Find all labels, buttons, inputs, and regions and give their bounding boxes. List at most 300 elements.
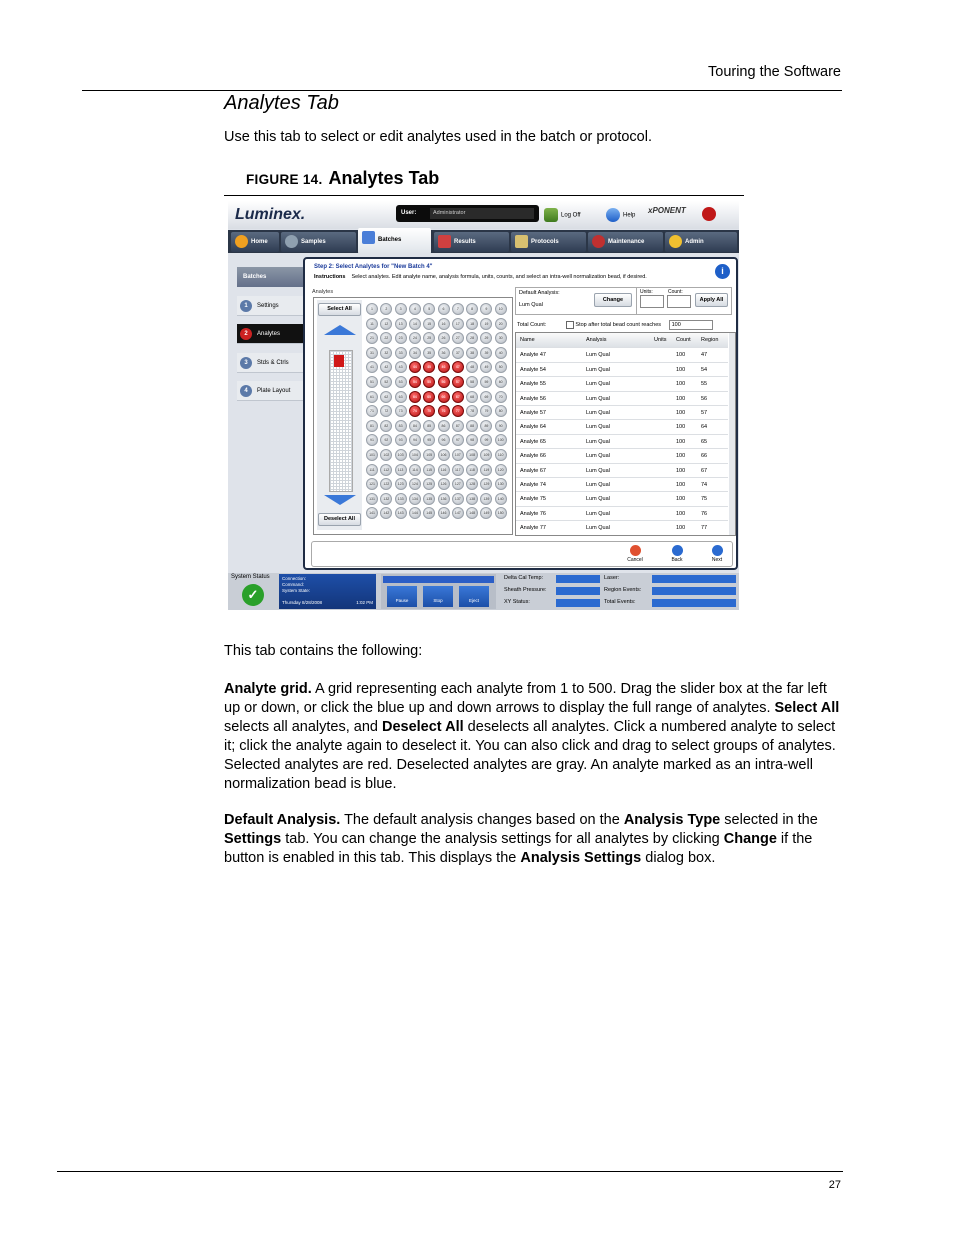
stat-value xyxy=(556,587,600,595)
table-cell[interactable]: Analyte 57 xyxy=(520,410,546,416)
table-cell[interactable]: Analyte 55 xyxy=(520,381,546,388)
table-row[interactable] xyxy=(516,362,728,376)
analyte-cell[interactable]: 149 xyxy=(480,507,492,519)
analyte-cell[interactable]: 106 xyxy=(438,449,450,461)
step-number: 4 xyxy=(240,385,252,397)
table-cell[interactable]: 100 xyxy=(676,366,686,373)
run-controls xyxy=(381,574,496,609)
analyte-table xyxy=(515,332,736,536)
units-count-box xyxy=(636,287,732,315)
analyte-cell[interactable]: 70 xyxy=(495,391,507,403)
table-cell[interactable]: Analyte 75 xyxy=(520,496,546,503)
tab-results[interactable] xyxy=(434,232,509,252)
analyte-cell[interactable]: 82 xyxy=(380,420,392,432)
analyte-cell[interactable]: 109 xyxy=(480,449,492,461)
analyte-cell[interactable]: 89 xyxy=(480,420,492,432)
command-label: Command: xyxy=(282,582,305,587)
analyte-cell[interactable]: 112 xyxy=(380,464,392,476)
analyte-cell[interactable]: 47 xyxy=(452,361,464,373)
analyte-cell[interactable]: 100 xyxy=(495,434,507,446)
analyte-cell[interactable]: 79 xyxy=(480,405,492,417)
panel-title: Batches xyxy=(237,267,303,287)
tab-samples[interactable] xyxy=(281,232,356,252)
analyte-cell[interactable]: 22 xyxy=(380,332,392,344)
analyte-cell[interactable]: 3 xyxy=(395,303,407,315)
analyte-cell[interactable]: 80 xyxy=(495,405,507,417)
analyte-cell[interactable]: 16 xyxy=(438,318,450,330)
analyte-cell[interactable]: 46 xyxy=(438,361,450,373)
analyte-cell[interactable]: 28 xyxy=(466,332,478,344)
analyte-cell[interactable]: 6 xyxy=(438,303,450,315)
analyte-cell[interactable]: 11 xyxy=(366,318,378,330)
analyte-cell[interactable]: 93 xyxy=(395,434,407,446)
table-cell[interactable]: 100 xyxy=(676,438,686,445)
step-plate-layout[interactable] xyxy=(237,381,303,401)
analyte-cell[interactable]: 146 xyxy=(438,507,450,519)
analyte-cell[interactable]: 134 xyxy=(409,493,421,505)
analyte-cell[interactable]: 44 xyxy=(409,361,421,373)
table-row[interactable] xyxy=(516,448,728,462)
table-cell[interactable]: 100 xyxy=(676,352,686,359)
step-settings[interactable] xyxy=(237,296,303,316)
analyte-cell[interactable]: 71 xyxy=(366,405,378,417)
analyte-cell[interactable]: 53 xyxy=(395,376,407,388)
table-cell[interactable]: 74 xyxy=(701,482,708,488)
analyte-cell[interactable]: 126 xyxy=(438,478,450,490)
stop-checkbox[interactable] xyxy=(566,321,574,329)
analyte-cell[interactable]: 25 xyxy=(423,332,435,344)
tab-batches-label: Batches xyxy=(378,237,402,243)
analyte-cell[interactable]: 67 xyxy=(452,391,464,403)
figure-label: FIGURE 14. xyxy=(246,172,323,187)
analyte-cell[interactable]: 74 xyxy=(409,405,421,417)
table-cell[interactable]: 100 xyxy=(676,525,686,532)
analyte-cell[interactable]: 131 xyxy=(366,493,378,505)
analytes-label: Analytes xyxy=(312,289,334,295)
analyte-cell[interactable]: 104 xyxy=(409,449,421,461)
logoff-button[interactable] xyxy=(544,208,581,222)
next-button[interactable] xyxy=(706,544,728,564)
analyte-cells xyxy=(366,303,509,528)
analyte-cell[interactable]: 110 xyxy=(495,449,507,461)
stat-value xyxy=(556,599,600,607)
analyte-cell[interactable]: 88 xyxy=(466,420,478,432)
analyte-cell[interactable]: 10 xyxy=(495,303,507,315)
table-row[interactable] xyxy=(516,419,728,433)
analyte-cell[interactable]: 144 xyxy=(409,507,421,519)
table-cell[interactable]: Analyte 66 xyxy=(520,453,546,460)
table-cell[interactable]: Analyte 74 xyxy=(520,482,546,488)
analyte-cell[interactable]: 50 xyxy=(495,361,507,373)
analyte-cell[interactable]: 73 xyxy=(395,405,407,417)
analyte-cell[interactable]: 68 xyxy=(466,391,478,403)
tab-protocols[interactable] xyxy=(511,232,586,252)
table-cell[interactable]: 54 xyxy=(701,366,708,373)
analyte-cell[interactable]: 121 xyxy=(366,478,378,490)
table-cell[interactable]: 77 xyxy=(701,525,708,532)
table-cell[interactable]: Lum Qual xyxy=(586,410,610,416)
results-icon xyxy=(438,235,451,248)
table-cell[interactable]: Lum Qual xyxy=(586,482,610,488)
table-cell[interactable]: Analyte 47 xyxy=(520,352,546,359)
table-cell[interactable]: 100 xyxy=(676,395,686,402)
analyte-cell[interactable]: 102 xyxy=(380,449,392,461)
analyte-cell[interactable]: 23 xyxy=(395,332,407,344)
analyte-cell[interactable]: 107 xyxy=(452,449,464,461)
table-row[interactable] xyxy=(516,391,728,405)
table-cell[interactable]: Analyte 64 xyxy=(520,424,546,431)
analyte-cell[interactable]: 9 xyxy=(480,303,492,315)
table-cell[interactable]: 65 xyxy=(701,438,708,445)
analyte-cell[interactable]: 37 xyxy=(452,347,464,359)
analyte-cell[interactable]: 99 xyxy=(480,434,492,446)
analyte-cell[interactable]: 14 xyxy=(409,318,421,330)
table-cell[interactable]: Lum Qual xyxy=(586,467,610,474)
table-row[interactable] xyxy=(516,491,728,505)
analyte-cell[interactable]: 103 xyxy=(395,449,407,461)
table-cell[interactable]: Analyte 65 xyxy=(520,438,546,445)
logoff-label: Log Off xyxy=(561,212,581,219)
help-button[interactable] xyxy=(606,208,635,222)
analyte-cell[interactable]: 7 xyxy=(452,303,464,315)
analyte-cell[interactable]: 135 xyxy=(423,493,435,505)
analyte-cell[interactable]: 65 xyxy=(423,391,435,403)
analyte-cell[interactable]: 92 xyxy=(380,434,392,446)
analyte-cell[interactable]: 76 xyxy=(438,405,450,417)
figure-title: Analytes Tab xyxy=(328,168,440,188)
analyte-cell[interactable]: 91 xyxy=(366,434,378,446)
analyte-cell[interactable]: 58 xyxy=(466,376,478,388)
analyte-cell[interactable]: 75 xyxy=(423,405,435,417)
analyte-cell[interactable]: 55 xyxy=(423,376,435,388)
total-count-row xyxy=(517,320,713,330)
table-cell[interactable]: Analyte 67 xyxy=(520,467,546,474)
table-cell[interactable]: 47 xyxy=(701,352,708,359)
para-text: The default analysis changes based on the xyxy=(340,812,624,828)
analyte-cell[interactable]: 108 xyxy=(466,449,478,461)
tab-batches[interactable] xyxy=(358,228,431,254)
analyte-cell[interactable]: 116 xyxy=(438,464,450,476)
table-cell[interactable]: Lum Qual xyxy=(586,366,610,373)
header-rule xyxy=(82,90,842,91)
table-cell[interactable]: 100 xyxy=(676,496,686,503)
pause-button[interactable]: Pause xyxy=(387,586,417,607)
analyte-cell[interactable]: 115 xyxy=(423,464,435,476)
analyte-cell[interactable]: 139 xyxy=(480,493,492,505)
analyte-cell[interactable]: 39 xyxy=(480,347,492,359)
analyte-cell[interactable]: 150 xyxy=(495,507,507,519)
analyte-cell[interactable]: 24 xyxy=(409,332,421,344)
analyte-cell[interactable]: 49 xyxy=(480,361,492,373)
table-cell[interactable]: Lum Qual xyxy=(586,381,610,388)
stat-total-events xyxy=(604,599,636,605)
scroll-down-arrow-icon[interactable] xyxy=(324,495,356,505)
tab-home-label: Home xyxy=(251,239,268,245)
analyte-cell[interactable]: 138 xyxy=(466,493,478,505)
analyte-cell[interactable]: 117 xyxy=(452,464,464,476)
analytes-tab-screenshot xyxy=(228,201,739,610)
analyte-cell[interactable]: 69 xyxy=(480,391,492,403)
analyte-cell[interactable]: 19 xyxy=(480,318,492,330)
tab-home[interactable] xyxy=(231,232,279,252)
table-header xyxy=(516,333,728,347)
table-row[interactable] xyxy=(516,434,728,448)
analyte-cell[interactable]: 56 xyxy=(438,376,450,388)
connection-date: Thursday 8/28/2008 xyxy=(282,600,323,605)
table-cell[interactable]: 100 xyxy=(676,424,686,431)
analyte-cell[interactable]: 21 xyxy=(366,332,378,344)
analyte-cell[interactable]: 98 xyxy=(466,434,478,446)
para-text: A grid representing each analyte from 1 to 500. Drag the slider box at the far left up or down, or click the blue up and down arrows to display the full range of analytes. xyxy=(224,681,827,716)
analyte-cell[interactable]: 118 xyxy=(466,464,478,476)
select-all-button[interactable]: Select All xyxy=(318,303,361,316)
units-input[interactable] xyxy=(640,295,664,308)
analyte-cell[interactable]: 97 xyxy=(452,434,464,446)
analyte-cell[interactable]: 90 xyxy=(495,420,507,432)
table-cell[interactable]: Lum Qual xyxy=(586,438,610,445)
analyte-cell[interactable]: 147 xyxy=(452,507,464,519)
analyte-cell[interactable]: 143 xyxy=(395,507,407,519)
analyte-cell[interactable]: 62 xyxy=(380,391,392,403)
analyte-cell[interactable]: 125 xyxy=(423,478,435,490)
table-cell[interactable]: Lum Qual xyxy=(586,424,610,431)
analyte-cell[interactable]: 2 xyxy=(380,303,392,315)
analyte-cell[interactable]: 101 xyxy=(366,449,378,461)
analyte-cell[interactable]: 36 xyxy=(438,347,450,359)
table-cell[interactable]: 100 xyxy=(676,482,686,488)
analyte-cell[interactable]: 18 xyxy=(466,318,478,330)
table-cell[interactable]: 57 xyxy=(701,410,708,416)
stop-label: Stop after total bead count reaches xyxy=(575,322,662,328)
table-cell[interactable]: Lum Qual xyxy=(586,352,610,359)
analyte-cell[interactable]: 148 xyxy=(466,507,478,519)
info-icon[interactable]: i xyxy=(715,264,730,279)
analyte-cell[interactable]: 54 xyxy=(409,376,421,388)
analyte-cell[interactable]: 85 xyxy=(423,420,435,432)
stat-label: XY Status: xyxy=(504,599,530,605)
analyte-cell[interactable]: 129 xyxy=(480,478,492,490)
analyte-cell[interactable]: 20 xyxy=(495,318,507,330)
analyte-cell[interactable]: 81 xyxy=(366,420,378,432)
analyte-cell[interactable]: 4 xyxy=(409,303,421,315)
stat-xy-status xyxy=(504,599,530,605)
analyte-cell[interactable]: 1 xyxy=(366,303,378,315)
table-cell[interactable]: Analyte 76 xyxy=(520,510,546,517)
analyte-cell[interactable]: 119 xyxy=(480,464,492,476)
analyte-cell[interactable]: 137 xyxy=(452,493,464,505)
status-ok-icon[interactable]: ✓ xyxy=(242,584,264,606)
analyte-cell[interactable]: 141 xyxy=(366,507,378,519)
table-cell[interactable]: 100 xyxy=(676,381,686,388)
table-cell[interactable]: Lum Qual xyxy=(586,453,610,460)
scroll-up-arrow-icon[interactable] xyxy=(324,325,356,335)
analyte-cell[interactable]: 26 xyxy=(438,332,450,344)
analyte-cell[interactable]: 77 xyxy=(452,405,464,417)
analyte-cell[interactable]: 105 xyxy=(423,449,435,461)
table-cell[interactable]: 100 xyxy=(676,467,686,474)
analyte-cell[interactable]: 52 xyxy=(380,376,392,388)
table-cell[interactable]: 56 xyxy=(701,395,708,402)
analyte-cell[interactable]: 61 xyxy=(366,391,378,403)
col-analysis[interactable]: Analysis xyxy=(586,337,607,343)
table-cell[interactable]: Lum Qual xyxy=(586,525,610,532)
table-cell[interactable]: Lum Qual xyxy=(586,496,610,503)
analyte-cell[interactable]: 8 xyxy=(466,303,478,315)
table-cell[interactable]: Lum Qual xyxy=(586,510,610,517)
table-cell[interactable]: 67 xyxy=(701,467,708,474)
analyte-cell[interactable]: 94 xyxy=(409,434,421,446)
analyte-cell[interactable]: 51 xyxy=(366,376,378,388)
para-text: selected in the xyxy=(720,812,818,828)
table-cell[interactable]: 66 xyxy=(701,453,708,460)
default-analysis-paragraph xyxy=(224,811,844,868)
analyte-cell[interactable]: 96 xyxy=(438,434,450,446)
analyte-cell[interactable]: 83 xyxy=(395,420,407,432)
analyte-cell[interactable]: 66 xyxy=(438,391,450,403)
table-row[interactable] xyxy=(516,477,728,491)
analyte-cell[interactable]: 122 xyxy=(380,478,392,490)
slider-selection[interactable] xyxy=(334,355,344,367)
analyte-cell[interactable]: 33 xyxy=(395,347,407,359)
analyte-cell[interactable]: 145 xyxy=(423,507,435,519)
analyte-cell[interactable]: 86 xyxy=(438,420,450,432)
system-state-label: System State: xyxy=(282,588,311,593)
analyte-cell[interactable]: 78 xyxy=(466,405,478,417)
table-cell[interactable]: 55 xyxy=(701,381,708,388)
instructions-text: Select analytes. Edit analyte name, analysis formula, units, counts, and select an intra-well normalization bead, if desired. xyxy=(351,274,647,280)
tab-samples-label: Samples xyxy=(301,239,326,245)
analyte-slider[interactable] xyxy=(317,300,362,530)
analyte-cell[interactable]: 42 xyxy=(380,361,392,373)
back-button[interactable] xyxy=(666,544,688,564)
analyte-cell[interactable]: 120 xyxy=(495,464,507,476)
table-row[interactable] xyxy=(516,405,728,419)
step-analytes[interactable] xyxy=(237,324,305,344)
analyte-cell[interactable]: 13 xyxy=(395,318,407,330)
connection-time: 1:02 PM xyxy=(356,600,373,605)
table-row[interactable] xyxy=(516,463,728,477)
running-header: Touring the Software xyxy=(708,64,841,80)
analyte-cell[interactable]: 84 xyxy=(409,420,421,432)
deselect-all-button[interactable]: Deselect All xyxy=(318,513,361,526)
table-cell[interactable]: Lum Qual xyxy=(586,395,610,402)
table-scrollbar[interactable] xyxy=(729,333,735,535)
analyte-cell[interactable]: 34 xyxy=(409,347,421,359)
step-label: Stds & Ctrls xyxy=(257,360,289,366)
analyte-cell[interactable]: 130 xyxy=(495,478,507,490)
table-cell[interactable]: 100 xyxy=(676,453,686,460)
analyte-cell[interactable]: 27 xyxy=(452,332,464,344)
analyte-cell[interactable]: 30 xyxy=(495,332,507,344)
table-row[interactable] xyxy=(516,347,728,361)
analyte-cell[interactable]: 57 xyxy=(452,376,464,388)
analyte-cell[interactable]: 111 xyxy=(366,464,378,476)
analyte-cell[interactable]: 127 xyxy=(452,478,464,490)
analyte-cell[interactable]: 64 xyxy=(409,391,421,403)
analyte-cell[interactable]: 87 xyxy=(452,420,464,432)
table-cell[interactable]: 100 xyxy=(676,510,686,517)
col-count[interactable]: Count xyxy=(676,337,691,343)
table-cell[interactable]: Analyte 56 xyxy=(520,395,546,402)
table-row[interactable] xyxy=(516,506,728,520)
analyte-cell[interactable]: 17 xyxy=(452,318,464,330)
apply-all-button[interactable]: Apply All xyxy=(695,293,728,307)
stop-count-input[interactable]: 100 xyxy=(669,320,713,330)
analyte-cell[interactable]: 60 xyxy=(495,376,507,388)
analyte-cell[interactable]: 132 xyxy=(380,493,392,505)
table-cell[interactable]: 64 xyxy=(701,424,708,431)
analyte-cell[interactable]: 32 xyxy=(380,347,392,359)
system-status-label: System Status xyxy=(231,574,270,580)
analyte-cell[interactable]: 140 xyxy=(495,493,507,505)
step-label: Settings xyxy=(257,303,279,309)
col-region[interactable]: Region xyxy=(701,337,719,343)
table-row[interactable] xyxy=(516,520,728,534)
analyte-cell[interactable]: 38 xyxy=(466,347,478,359)
analyte-cell[interactable]: 40 xyxy=(495,347,507,359)
step-stds-ctrls[interactable] xyxy=(237,353,303,373)
tab-admin[interactable] xyxy=(665,232,737,252)
analyte-cell[interactable]: 12 xyxy=(380,318,392,330)
analyte-cell[interactable]: 35 xyxy=(423,347,435,359)
back-arrow-icon xyxy=(672,545,683,556)
analyte-cell[interactable]: 63 xyxy=(395,391,407,403)
analyte-cell[interactable]: 114 xyxy=(409,464,421,476)
col-units[interactable]: Units xyxy=(654,337,667,343)
analyte-cell[interactable]: 95 xyxy=(423,434,435,446)
analyte-cell[interactable]: 113 xyxy=(395,464,407,476)
page-number: 27 xyxy=(828,1179,841,1191)
table-row[interactable] xyxy=(516,376,728,390)
analyte-cell[interactable]: 133 xyxy=(395,493,407,505)
col-name[interactable]: Name xyxy=(520,337,535,343)
help-icon xyxy=(606,208,620,222)
eject-button[interactable]: Eject xyxy=(459,586,489,607)
count-input[interactable] xyxy=(667,295,691,308)
analyte-cell[interactable]: 31 xyxy=(366,347,378,359)
analyte-cell[interactable]: 128 xyxy=(466,478,478,490)
contains-text: This tab contains the following: xyxy=(224,643,423,659)
analyte-cell[interactable]: 124 xyxy=(409,478,421,490)
instructions-label: Instructions xyxy=(314,274,346,280)
term-change: Change xyxy=(723,831,777,847)
table-cell[interactable]: Analyte 54 xyxy=(520,366,546,373)
table-cell[interactable]: 100 xyxy=(676,410,686,416)
analyte-cell[interactable]: 15 xyxy=(423,318,435,330)
analyte-cell[interactable]: 59 xyxy=(480,376,492,388)
analyte-cell[interactable]: 136 xyxy=(438,493,450,505)
main-nav xyxy=(228,230,739,253)
cancel-button[interactable] xyxy=(624,544,646,564)
analyte-cell[interactable]: 48 xyxy=(466,361,478,373)
stop-button[interactable]: Stop xyxy=(423,586,453,607)
analyte-cell[interactable]: 43 xyxy=(395,361,407,373)
analyte-cell[interactable]: 29 xyxy=(480,332,492,344)
analyte-cell[interactable]: 72 xyxy=(380,405,392,417)
table-cell[interactable]: 76 xyxy=(701,510,708,517)
table-cell[interactable]: 75 xyxy=(701,496,708,503)
table-cell[interactable]: Analyte 77 xyxy=(520,525,546,532)
change-button[interactable]: Change xyxy=(594,293,632,307)
analyte-cell[interactable]: 5 xyxy=(423,303,435,315)
tab-maintenance[interactable] xyxy=(588,232,663,252)
stat-label: Sheath Pressure: xyxy=(504,587,547,593)
analyte-cell[interactable]: 142 xyxy=(380,507,392,519)
analyte-cell[interactable]: 123 xyxy=(395,478,407,490)
slider-box[interactable] xyxy=(329,350,353,492)
analyte-cell[interactable]: 45 xyxy=(423,361,435,373)
analyte-cell[interactable]: 41 xyxy=(366,361,378,373)
